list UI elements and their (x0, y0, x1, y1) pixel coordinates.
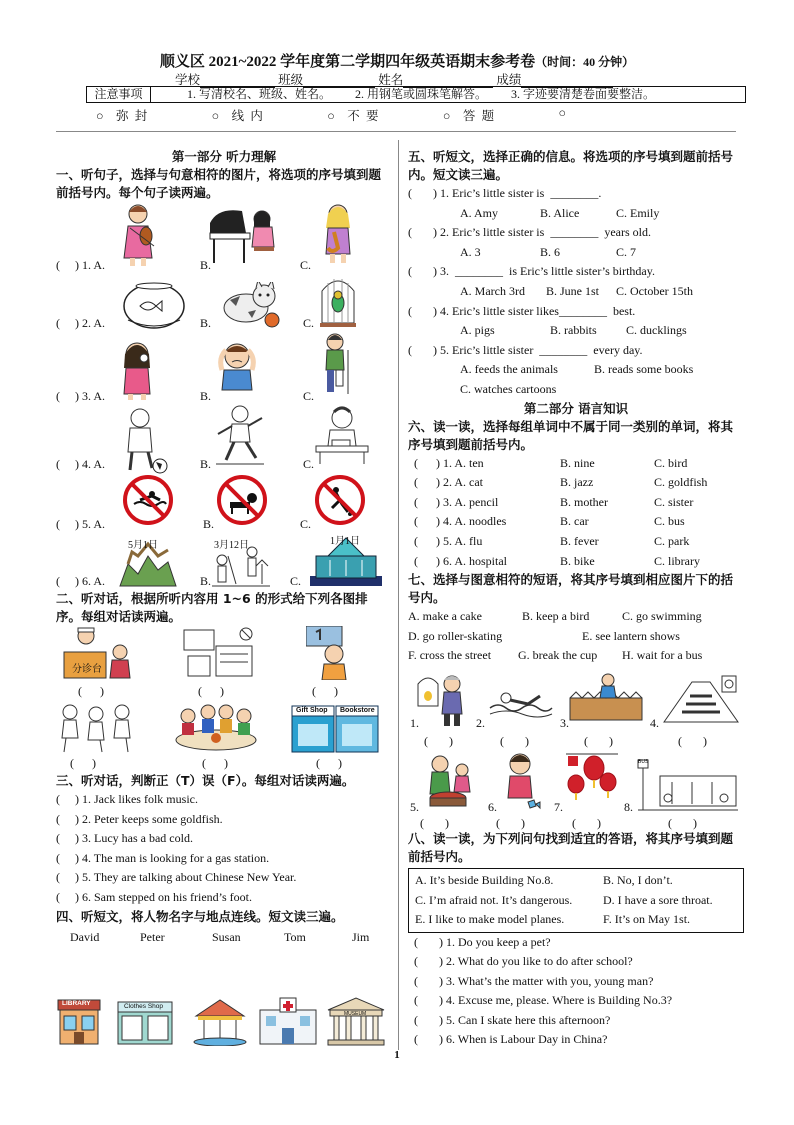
phrase-a: A. make a cake (408, 609, 482, 624)
section-1-heading: 一、听句子，选择与句意相符的图片，将选项的序号填到题前括号内。每个句子读两遍。 (56, 167, 382, 200)
option-b: B. car (560, 514, 589, 529)
boy-running-picture (212, 404, 268, 466)
section-2 (56, 590, 392, 626)
name-david: David (70, 930, 100, 944)
library-picture (56, 998, 102, 1046)
bus-stop-picture (636, 758, 740, 814)
girl-toothache-picture (118, 340, 156, 400)
option-b: B. 6 (540, 244, 561, 259)
name-tom: Tom (284, 930, 306, 944)
answer-blank[interactable]: ( ) (496, 816, 525, 830)
name-label: 姓名 (378, 73, 404, 87)
answer-blank[interactable]: ( ) (424, 734, 453, 748)
answer-blank[interactable]: ( ) (678, 734, 707, 748)
option-b: B. (200, 316, 212, 330)
phrase-c: C. go swimming (622, 609, 702, 624)
listening-question: ( ) 3. ________ is Eric’s little sister’s birthday. (408, 264, 655, 279)
no-swimming-sign (122, 474, 174, 526)
answer-e: E. I like to make model planes. (415, 912, 565, 926)
phrase-h: H. wait for a bus (622, 648, 703, 663)
option-c: C. bus (654, 514, 685, 529)
option-b: B. nine (560, 455, 595, 470)
option-b: B. June 1st (546, 283, 600, 298)
option-b: B. reads some books (594, 362, 694, 377)
bookstore-sign: Bookstore (340, 707, 375, 714)
answer-blank[interactable]: ( ) (500, 734, 529, 748)
option-c: C. (300, 517, 312, 531)
answer-b: B. No, I don’t. (603, 873, 673, 887)
answer-blank[interactable]: ( ) (202, 756, 228, 770)
q5-row-label: ( ) 5. A. (56, 517, 105, 531)
q3-row-label: ( ) 3. A. (56, 389, 105, 403)
school-label: 学校 (175, 73, 201, 87)
option-a: A. Amy (460, 205, 499, 220)
answer-a: A. It’s beside Building No.8. (415, 873, 554, 887)
tf-question: ( ) 5. They are talking about Chinese New Year. (56, 870, 297, 885)
picture-number: 3. (560, 716, 569, 730)
q2-row-label: ( ) 2. A. (56, 316, 105, 330)
notice-head: 注意事项 (87, 87, 151, 102)
section-3 (56, 772, 392, 926)
phrase-options (408, 646, 744, 666)
gift-shop-sign: Gift Shop (296, 707, 328, 714)
option-c: C. park (654, 533, 690, 548)
word-group (408, 454, 744, 474)
answer-options (408, 380, 744, 400)
option-a: ( ) 2. A. cat (414, 475, 483, 490)
date-label: 5月1日 (128, 540, 158, 551)
library-sign: LIBRARY (62, 1000, 91, 1007)
girl-piano-picture (208, 203, 278, 265)
divider (56, 131, 736, 132)
exam-title (0, 50, 794, 71)
girl-saxophone-picture (318, 202, 358, 264)
section-2-heading: 二、听对话，根据所听内容用 1~6 的形式给下列各图排序。每组对话读两遍。 (56, 591, 368, 624)
option-b: B. rabbits (550, 323, 597, 338)
word-group (408, 512, 744, 532)
hospital-picture (256, 996, 320, 1046)
page-number: 1 (394, 1049, 400, 1061)
clothes-shop-sign: Clothes Shop (124, 1003, 164, 1010)
phrase-e: E. see lantern shows (582, 628, 680, 643)
boy-football-picture (118, 408, 170, 474)
tf-question: ( ) 6. Sam stepped on his friend’s foot. (56, 889, 252, 904)
phrase-g: G. break the cup (518, 648, 598, 663)
option-b: B. fever (560, 533, 599, 548)
time-limit: （时间：40 分钟） (535, 55, 635, 69)
option-b: B. (200, 389, 212, 403)
column-divider (398, 140, 399, 1050)
q4-row-label: ( ) 4. A. (56, 457, 105, 471)
family-dinner-picture (168, 700, 264, 756)
picture-number: 8. (624, 800, 633, 814)
word-group (408, 532, 744, 552)
seal-text: ○ 弥 封 (96, 109, 148, 123)
no-picking-flowers-sign (314, 474, 366, 526)
option-a: A. 3 (460, 244, 481, 259)
picture-number: 6. (488, 800, 497, 814)
date-label: 1月1日 (330, 536, 360, 547)
boy-crutch-picture (318, 332, 352, 396)
title-text: 顺义区 2021~2022 学年度第二学期四年级英语期末参考卷 (159, 54, 536, 70)
dialogue-question: ( ) 3. What’s the matter with you, young man? (414, 973, 654, 988)
notice-text: 1. 写清校名、班级、姓名。 2. 用钢笔或圆珠笔解答。 3. 字迹要清楚卷面要整洁。 (187, 87, 656, 101)
option-c: C. (290, 574, 302, 588)
part-2-title: 第二部分 语言知识 (523, 400, 629, 416)
tf-question: ( ) 3. Lucy has a bad cold. (56, 831, 193, 846)
option-a: ( ) 3. A. pencil (414, 494, 499, 509)
option-a: A. March 3rd (460, 283, 525, 298)
museum-sign: MUSEUM (344, 1011, 367, 1017)
option-a: ( ) 6. A. hospital (414, 553, 507, 568)
swimming-picture (488, 684, 554, 720)
boy-headache-picture (216, 340, 258, 392)
answer-options (408, 204, 744, 224)
option-a: A. feeds the animals (460, 362, 558, 377)
lanterns-picture (564, 750, 620, 808)
bird-cage-picture (318, 271, 358, 329)
option-c: C. watches cartoons (460, 381, 557, 396)
answer-blank[interactable]: ( ) (70, 756, 96, 770)
seal-text: ○ (558, 106, 566, 120)
tf-question: ( ) 4. The man is looking for a gas station. (56, 850, 270, 865)
answer-blank[interactable]: ( ) (572, 816, 601, 830)
option-b: B. Alice (540, 205, 580, 220)
new-year-picture (306, 530, 386, 590)
option-c: C. bird (654, 455, 688, 470)
seal-text: ○ 线 内 (211, 109, 263, 123)
option-c: C. October 15th (616, 283, 693, 298)
boy-desk-picture (312, 404, 370, 466)
option-a: A. pigs (460, 323, 495, 338)
dialogue-question: ( ) 6. When is Labour Day in China? (414, 1032, 608, 1047)
shops-picture (290, 700, 380, 754)
answer-c: C. I’m afraid not. It’s dangerous. (415, 892, 573, 907)
option-a: ( ) 4. A. noodles (414, 514, 507, 529)
phrase-d: D. go roller-skating (408, 628, 503, 643)
notice-box (86, 86, 746, 103)
boy-sick-picture (306, 626, 354, 680)
option-b: B. mother (560, 494, 608, 509)
name-peter: Peter (140, 930, 165, 944)
tf-question: ( ) 1. Jack likes folk music. (56, 792, 198, 806)
picture-number: 7. (554, 800, 563, 814)
date-label: 3月12日 (214, 540, 249, 551)
class-label: 班级 (278, 73, 304, 87)
section-5-heading: 五、听短文，选择正确的信息。将选项的序号填到题前括号内。短文读三遍。 (408, 149, 734, 182)
answer-blank[interactable]: ( ) (420, 816, 449, 830)
phrase-options (408, 627, 744, 647)
dialogue-question: ( ) 5. Can I skate here this afternoon? (414, 1012, 611, 1027)
man-bird-cage-picture (416, 670, 466, 728)
dialogue-question: ( ) 2. What do you like to do after school? (414, 954, 633, 969)
q1-row-label: ( ) 1. A. (56, 258, 105, 272)
section-4-heading: 四、听短文，将人物名字与地点连线。短文读三遍。 (56, 908, 344, 924)
answer-options (408, 243, 744, 263)
part-title: 第一部分 听力理解 (171, 149, 277, 164)
right-column (408, 148, 744, 666)
dialogue-question: ( ) 1. Do you keep a pet? (414, 934, 551, 949)
labour-day-picture (118, 534, 178, 588)
bus-sign: BUS (638, 759, 649, 765)
section-7-heading: 七、选择与图意相符的短语，将其序号填到相应图片下的括号内。 (408, 572, 734, 606)
carousel-picture (192, 998, 248, 1046)
option-c: C. (303, 316, 315, 330)
seal-text: ○ 不 要 (327, 109, 379, 123)
option-b: B. (200, 457, 212, 471)
word-group (408, 493, 744, 513)
cat-ball-picture (220, 282, 282, 330)
left-column (56, 148, 392, 202)
listening-question: ( ) 2. Eric’s little sister is ________ years old. (408, 225, 651, 240)
word-group (408, 552, 744, 572)
option-c: C. library (654, 553, 700, 568)
museum-picture (326, 996, 386, 1046)
answer-blank[interactable]: ( ) (316, 756, 342, 770)
option-b: B. (203, 517, 215, 531)
answer-options (408, 282, 744, 302)
picture-number: 1. (410, 716, 419, 730)
kids-playing-picture (56, 702, 136, 754)
answer-options (408, 360, 744, 380)
dialogue-question: ( ) 4. Excuse me, please. Where is Building No.3? (414, 993, 673, 1008)
answer-bank (408, 868, 744, 933)
answer-blank[interactable]: ( ) (668, 816, 697, 830)
section-3-heading: 三、听对话，判断正（T）误（F）。每组对话读两遍。 (56, 773, 355, 788)
tf-question: ( ) 2. Peter keeps some goldfish. (56, 811, 223, 826)
option-a: ( ) 1. A. ten (414, 455, 484, 470)
phrase-b: B. keep a bird (522, 609, 590, 624)
phrase-f: F. cross the street (408, 648, 492, 663)
score-label: 成绩 (496, 73, 522, 87)
answer-blank[interactable]: ( ) (584, 734, 613, 748)
answer-blank[interactable]: ( ) (78, 684, 104, 698)
option-b: B. (200, 258, 212, 272)
classroom-picture (180, 626, 256, 682)
option-c: C. (303, 389, 315, 403)
road-crossing-picture (662, 672, 740, 724)
option-c: C. (303, 457, 315, 471)
section-8 (408, 830, 744, 1050)
answer-blank[interactable]: ( ) (198, 684, 224, 698)
option-a: ( ) 5. A. flu (414, 533, 483, 548)
name-susan: Susan (212, 930, 241, 944)
picture-number: 4. (650, 716, 659, 730)
great-wall-picture (568, 672, 644, 724)
tree-planting-day-picture (210, 534, 272, 588)
name-jim: Jim (352, 930, 370, 944)
section-8-heading: 八、读一读，为下列问句找到适宜的答语，将其序号填到题前括号内。 (408, 831, 734, 864)
girl-broken-cup-picture (498, 750, 544, 810)
option-c: C. sister (654, 494, 694, 509)
option-b: B. (200, 574, 212, 588)
listening-question: ( ) 4. Eric’s little sister likes________ best. (408, 303, 636, 318)
listening-question: ( ) 5. Eric’s little sister ________ every day. (408, 342, 643, 357)
option-c: C. Emily (616, 205, 660, 220)
answer-options (408, 321, 744, 341)
picture-number: 2. (476, 716, 485, 730)
q6-row-label: ( ) 6. A. (56, 574, 105, 588)
option-b: B. jazz (560, 475, 594, 490)
listening-question: ( ) 1. Eric’s little sister is ________. (408, 186, 602, 200)
option-c: C. goldfish (654, 475, 708, 490)
word-group (408, 473, 744, 493)
picture-number: 5. (410, 800, 419, 814)
answer-blank[interactable]: ( ) (312, 684, 338, 698)
section-6-heading: 六、读一读，选择每组单词中不属于同一类别的单词，将其序号填到题前括号内。 (408, 418, 734, 452)
clinic-sign: 分诊台 (72, 664, 102, 675)
seal-text: ○ 答 题 (442, 109, 495, 123)
hospital-clinic-picture (60, 626, 138, 682)
no-dogs-sign (216, 474, 268, 526)
seal-line (96, 106, 566, 124)
phrase-options (408, 607, 744, 627)
option-c: C. (300, 258, 312, 272)
answer-f: F. It’s on May 1st. (603, 912, 691, 926)
option-c: C. 7 (616, 244, 637, 259)
making-cake-picture (418, 752, 478, 810)
goldfish-bowl-picture (120, 280, 188, 330)
clothes-shop-picture (116, 1000, 174, 1046)
option-c: C. ducklings (626, 323, 687, 338)
girl-violin-picture (120, 202, 156, 268)
option-b: B. bike (560, 553, 595, 568)
answer-d: D. I have a sore throat. (603, 892, 713, 907)
